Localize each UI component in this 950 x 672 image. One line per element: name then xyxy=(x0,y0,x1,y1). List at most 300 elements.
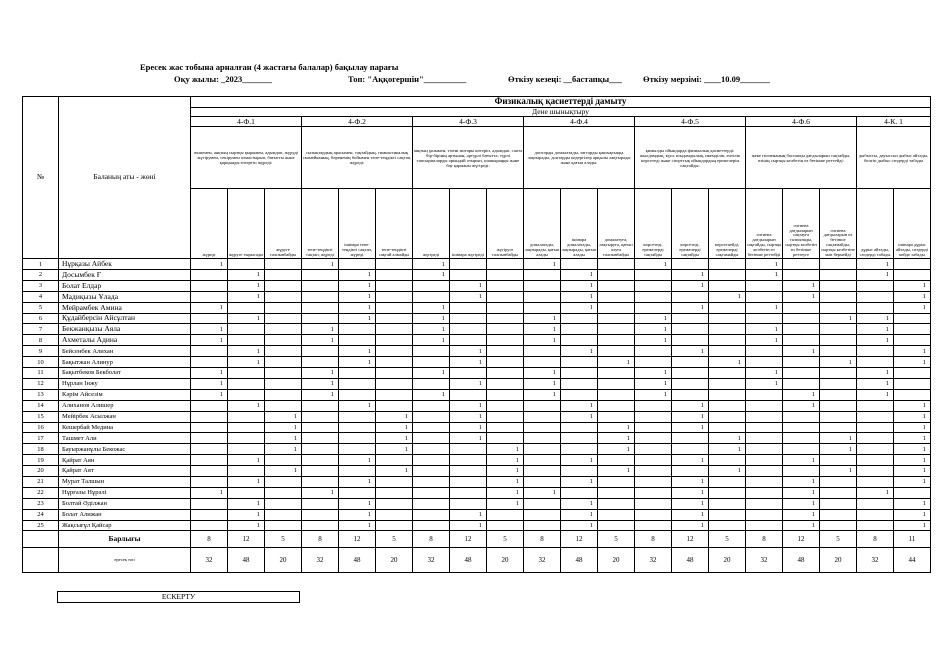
mark-cell xyxy=(561,466,598,477)
row-number: 10 xyxy=(23,357,59,368)
mark-cell xyxy=(228,422,265,433)
mark-cell xyxy=(672,433,709,444)
mark-cell xyxy=(228,302,265,313)
mark-cell: 1 xyxy=(561,270,598,281)
mark-cell: 1 xyxy=(746,378,783,389)
row-number: 24 xyxy=(23,509,59,520)
mark-cell xyxy=(709,280,746,291)
criterion-label: тепе-теңдікті сақтап, жүреді xyxy=(302,189,339,259)
mark-cell xyxy=(302,444,339,455)
mark-cell: 1 xyxy=(672,520,709,531)
mark-cell xyxy=(709,270,746,281)
table-row xyxy=(23,302,931,313)
criterion-label: жүреді xyxy=(191,189,228,259)
subsection-title: Дене шынықтыру xyxy=(191,107,931,116)
mark-cell xyxy=(857,520,894,531)
mark-cell xyxy=(339,487,376,498)
criterion-label: ішінара тепе-теңдікті сақтап, жүреді xyxy=(339,189,376,259)
total-cell: 5 xyxy=(487,531,524,548)
mark-cell: 1 xyxy=(339,509,376,520)
mark-cell xyxy=(672,466,709,477)
mark-cell xyxy=(376,476,413,487)
mark-cell xyxy=(413,346,450,357)
mark-cell xyxy=(635,476,672,487)
mark-cell: 1 xyxy=(894,411,931,422)
mark-cell xyxy=(487,433,524,444)
mark-cell xyxy=(376,400,413,411)
mark-cell: 1 xyxy=(672,509,709,520)
student-name: Бақытбеков Бекболат xyxy=(59,368,191,379)
mark-cell xyxy=(413,509,450,520)
table-row xyxy=(23,291,931,302)
name-header: Баланың аты - жөні xyxy=(59,97,191,259)
mark-cell xyxy=(561,357,598,368)
mark-cell xyxy=(413,280,450,291)
mark-cell xyxy=(635,487,672,498)
mark-cell xyxy=(524,455,561,466)
total-cell: 8 xyxy=(857,531,894,548)
mark-cell xyxy=(191,466,228,477)
total-cell: 5 xyxy=(820,531,857,548)
mark-cell: 1 xyxy=(561,520,598,531)
mark-cell xyxy=(746,291,783,302)
mark-cell xyxy=(302,291,339,302)
mark-cell: 1 xyxy=(376,411,413,422)
mark-cell: 1 xyxy=(191,302,228,313)
mark-cell xyxy=(894,378,931,389)
no-header: № xyxy=(23,97,59,259)
mark-cell xyxy=(191,357,228,368)
student-name: Кешербай Медина xyxy=(59,422,191,433)
mark-cell xyxy=(228,368,265,379)
mark-cell xyxy=(709,313,746,324)
mark-cell: 1 xyxy=(302,378,339,389)
mark-cell xyxy=(376,389,413,400)
mark-cell: 1 xyxy=(339,313,376,324)
total-cell: 5 xyxy=(598,531,635,548)
mark-cell xyxy=(524,291,561,302)
table-row xyxy=(23,389,931,400)
percent-cell: 48 xyxy=(783,548,820,573)
student-rows xyxy=(23,259,931,531)
mark-cell xyxy=(524,444,561,455)
table-row xyxy=(23,400,931,411)
mark-cell xyxy=(894,324,931,335)
mark-cell: 1 xyxy=(820,433,857,444)
mark-cell xyxy=(413,444,450,455)
mark-cell xyxy=(265,302,302,313)
mark-cell xyxy=(598,411,635,422)
mark-cell: 1 xyxy=(561,476,598,487)
mark-cell xyxy=(635,455,672,466)
mark-cell xyxy=(709,487,746,498)
mark-cell xyxy=(598,270,635,281)
mark-cell xyxy=(450,259,487,270)
mark-cell xyxy=(894,368,931,379)
mark-cell: 1 xyxy=(783,389,820,400)
mark-cell xyxy=(302,280,339,291)
mark-cell xyxy=(783,313,820,324)
mark-cell xyxy=(450,324,487,335)
mark-cell xyxy=(746,520,783,531)
row-number: 19 xyxy=(23,455,59,466)
mark-cell: 1 xyxy=(783,346,820,357)
mark-cell xyxy=(339,422,376,433)
mark-cell xyxy=(783,259,820,270)
mark-cell xyxy=(376,520,413,531)
mark-cell xyxy=(228,411,265,422)
mark-cell xyxy=(450,444,487,455)
table-row xyxy=(23,324,931,335)
table-row xyxy=(23,280,931,291)
mark-cell xyxy=(746,357,783,368)
percent-cell: 48 xyxy=(339,548,376,573)
mark-cell xyxy=(302,411,339,422)
mark-cell xyxy=(672,357,709,368)
total-cell: 12 xyxy=(228,531,265,548)
mark-cell xyxy=(894,313,931,324)
mark-cell: 1 xyxy=(524,259,561,270)
table-row xyxy=(23,313,931,324)
mark-cell: 1 xyxy=(524,378,561,389)
mark-cell xyxy=(524,357,561,368)
mark-cell xyxy=(376,498,413,509)
mark-cell: 1 xyxy=(376,422,413,433)
table-row xyxy=(23,270,931,281)
mark-cell: 1 xyxy=(191,378,228,389)
mark-cell: 1 xyxy=(302,368,339,379)
group-code: 4-Ф.4 xyxy=(524,117,635,127)
mark-cell xyxy=(302,520,339,531)
mark-cell: 1 xyxy=(450,357,487,368)
student-name: Нұрқазы Айбек xyxy=(59,259,191,270)
mark-cell xyxy=(339,444,376,455)
mark-cell xyxy=(487,389,524,400)
mark-cell: 1 xyxy=(228,313,265,324)
mark-cell xyxy=(265,313,302,324)
mark-cell xyxy=(487,368,524,379)
mark-cell xyxy=(820,368,857,379)
mark-cell xyxy=(228,335,265,346)
mark-cell xyxy=(857,280,894,291)
mark-cell xyxy=(598,291,635,302)
mark-cell xyxy=(635,444,672,455)
mark-cell: 1 xyxy=(746,368,783,379)
mark-cell: 1 xyxy=(857,378,894,389)
mark-cell xyxy=(487,378,524,389)
mark-cell xyxy=(524,422,561,433)
row-number: 7 xyxy=(23,324,59,335)
mark-cell xyxy=(820,400,857,411)
group-description: сызықтардың арасымен, тақтайдың, гимнастикалық скамейканың, бөрененің бойымен тепе-теңдікті сақтап, жүреді: xyxy=(302,127,413,189)
mark-cell xyxy=(191,444,228,455)
criterion-label: гигиена дағдыларын өз бетінше сақтамайды, сыртқы келбетіне мән бермейді xyxy=(820,189,857,259)
mark-cell xyxy=(339,433,376,444)
mark-cell xyxy=(450,466,487,477)
mark-cell xyxy=(450,455,487,466)
mark-cell xyxy=(598,476,635,487)
mark-cell xyxy=(302,422,339,433)
mark-cell: 1 xyxy=(820,466,857,477)
mark-cell: 1 xyxy=(894,498,931,509)
mark-cell: 1 xyxy=(339,455,376,466)
mark-cell xyxy=(709,455,746,466)
mark-cell xyxy=(228,466,265,477)
table-row xyxy=(23,520,931,531)
mark-cell: 1 xyxy=(191,335,228,346)
mark-cell xyxy=(783,302,820,313)
mark-cell xyxy=(598,487,635,498)
mark-cell xyxy=(820,520,857,531)
mark-cell: 1 xyxy=(376,466,413,477)
mark-cell: 1 xyxy=(487,487,524,498)
mark-cell: 1 xyxy=(228,476,265,487)
mark-cell xyxy=(339,259,376,270)
mark-cell xyxy=(746,411,783,422)
group-label: Топ: "Аққогершін"__________ xyxy=(348,74,467,84)
student-name: Бауыржанұлы Бекожас xyxy=(59,444,191,455)
mark-cell xyxy=(524,466,561,477)
mark-cell xyxy=(228,378,265,389)
mark-cell: 1 xyxy=(302,259,339,270)
mark-cell xyxy=(709,346,746,357)
mark-cell xyxy=(820,259,857,270)
mark-cell: 1 xyxy=(635,259,672,270)
student-name: Ахметалы Адина xyxy=(59,335,191,346)
student-name: Жақсығұл Қайсар xyxy=(59,520,191,531)
mark-cell xyxy=(820,509,857,520)
mark-cell xyxy=(894,259,931,270)
criterion-label: ішінара дұрыс айтады, сөздерді кейде табады xyxy=(894,189,931,259)
mark-cell xyxy=(598,378,635,389)
mark-cell: 1 xyxy=(746,259,783,270)
mark-cell xyxy=(265,280,302,291)
mark-cell xyxy=(672,368,709,379)
mark-cell xyxy=(820,270,857,281)
mark-cell xyxy=(302,313,339,324)
mark-cell xyxy=(376,313,413,324)
mark-cell xyxy=(450,476,487,487)
mark-cell: 1 xyxy=(191,389,228,400)
mark-cell: 1 xyxy=(228,291,265,302)
mark-cell: 1 xyxy=(857,270,894,281)
mark-cell xyxy=(820,455,857,466)
mark-cell xyxy=(709,498,746,509)
mark-cell: 1 xyxy=(302,389,339,400)
mark-cell xyxy=(598,280,635,291)
mark-cell xyxy=(376,357,413,368)
total-cell: 5 xyxy=(709,531,746,548)
mark-cell xyxy=(228,324,265,335)
mark-cell: 1 xyxy=(413,270,450,281)
mark-cell xyxy=(709,411,746,422)
mark-cell xyxy=(450,389,487,400)
mark-cell xyxy=(413,520,450,531)
sheet-title: Ересек жас тобына арналған (4 жастағы балалар) бақылау парағы xyxy=(140,62,399,72)
mark-cell xyxy=(413,411,450,422)
mark-cell: 1 xyxy=(487,466,524,477)
mark-cell: 1 xyxy=(561,455,598,466)
mark-cell xyxy=(413,422,450,433)
row-number: 5 xyxy=(23,302,59,313)
mark-cell: 1 xyxy=(561,346,598,357)
mark-cell xyxy=(524,400,561,411)
mark-cell xyxy=(228,444,265,455)
mark-cell xyxy=(857,291,894,302)
mark-cell xyxy=(598,313,635,324)
mark-cell xyxy=(820,291,857,302)
mark-cell xyxy=(672,291,709,302)
mark-cell xyxy=(820,487,857,498)
criterion-label: жүруге талпынбайды xyxy=(265,189,302,259)
mark-cell xyxy=(857,346,894,357)
criterion-label: жүгіруге талпынбайды xyxy=(487,189,524,259)
group-code: 4-Ф.6 xyxy=(746,117,857,127)
mark-cell: 1 xyxy=(894,476,931,487)
mark-cell xyxy=(413,357,450,368)
mark-cell xyxy=(376,368,413,379)
total-cell: 5 xyxy=(265,531,302,548)
row-number: 22 xyxy=(23,487,59,498)
mark-cell xyxy=(598,400,635,411)
mark-cell xyxy=(376,324,413,335)
student-name: Қайрат Аят xyxy=(59,466,191,477)
total-cell: 8 xyxy=(635,531,672,548)
mark-cell xyxy=(561,324,598,335)
percent-cell: 32 xyxy=(191,548,228,573)
mark-cell xyxy=(487,270,524,281)
mark-cell xyxy=(561,433,598,444)
total-cell: 12 xyxy=(672,531,709,548)
mark-cell xyxy=(746,389,783,400)
percent-cell: 48 xyxy=(228,548,265,573)
row-number: 13 xyxy=(23,389,59,400)
total-cell: 8 xyxy=(302,531,339,548)
mark-cell: 1 xyxy=(228,400,265,411)
criterion-label: домалатады, лақтырады, қағып алады xyxy=(524,189,561,259)
mark-cell xyxy=(857,400,894,411)
mark-cell: 1 xyxy=(672,422,709,433)
mark-cell: 1 xyxy=(561,291,598,302)
mark-cell xyxy=(191,400,228,411)
table-row xyxy=(23,259,931,270)
mark-cell: 1 xyxy=(487,455,524,466)
row-number: 16 xyxy=(23,422,59,433)
mark-cell xyxy=(413,498,450,509)
mark-cell xyxy=(524,302,561,313)
mark-cell: 1 xyxy=(672,400,709,411)
mark-cell: 1 xyxy=(783,291,820,302)
row-number: 12 xyxy=(23,378,59,389)
mark-cell xyxy=(635,357,672,368)
mark-cell xyxy=(487,324,524,335)
percent-cell: 20 xyxy=(598,548,635,573)
mark-cell xyxy=(746,400,783,411)
mark-cell xyxy=(191,422,228,433)
mark-cell xyxy=(672,335,709,346)
mark-cell: 1 xyxy=(228,509,265,520)
mark-cell xyxy=(376,487,413,498)
deadline-label: Өткізу мерзімі: ____10.09_______ xyxy=(643,74,770,84)
table-row xyxy=(23,433,931,444)
mark-cell xyxy=(820,378,857,389)
mark-cell xyxy=(672,313,709,324)
mark-cell xyxy=(302,346,339,357)
mark-cell xyxy=(524,280,561,291)
percent-cell: 48 xyxy=(561,548,598,573)
mark-cell: 1 xyxy=(894,444,931,455)
mark-cell: 1 xyxy=(783,476,820,487)
mark-cell xyxy=(598,520,635,531)
mark-cell: 1 xyxy=(672,346,709,357)
criterion-label: ішінара жүгіреді xyxy=(450,189,487,259)
mark-cell xyxy=(746,422,783,433)
mark-cell xyxy=(265,291,302,302)
percent-cell: 44 xyxy=(894,548,931,573)
mark-cell xyxy=(820,280,857,291)
mark-cell xyxy=(339,324,376,335)
table-row xyxy=(23,378,931,389)
mark-cell: 1 xyxy=(413,389,450,400)
mark-cell xyxy=(376,259,413,270)
percent-cell: 48 xyxy=(450,548,487,573)
percent-row xyxy=(23,548,931,573)
mark-cell xyxy=(709,368,746,379)
year-label: Оқу жылы: _2023_______ xyxy=(174,74,273,84)
mark-cell: 1 xyxy=(487,444,524,455)
mark-cell xyxy=(265,346,302,357)
mark-cell: 1 xyxy=(524,368,561,379)
mark-cell xyxy=(376,378,413,389)
mark-cell xyxy=(302,270,339,281)
mark-cell xyxy=(709,324,746,335)
mark-cell xyxy=(487,509,524,520)
mark-cell: 1 xyxy=(783,280,820,291)
mark-cell xyxy=(820,302,857,313)
mark-cell xyxy=(709,520,746,531)
mark-cell: 1 xyxy=(635,389,672,400)
mark-cell: 1 xyxy=(783,498,820,509)
section-title: Физикалық қасиеттерді дамыту xyxy=(191,97,931,108)
percent-cell: 32 xyxy=(635,548,672,573)
percent-cell: 20 xyxy=(820,548,857,573)
mark-cell: 1 xyxy=(783,487,820,498)
percent-cell: 32 xyxy=(524,548,561,573)
mark-cell xyxy=(413,487,450,498)
mark-cell: 1 xyxy=(302,335,339,346)
table-row xyxy=(23,466,931,477)
mark-cell xyxy=(376,509,413,520)
mark-cell xyxy=(598,389,635,400)
mark-cell: 1 xyxy=(450,400,487,411)
mark-cell xyxy=(413,400,450,411)
mark-cell xyxy=(228,259,265,270)
group-code: 4-Ф.5 xyxy=(635,117,746,127)
group-code: 4-Ф.1 xyxy=(191,117,302,127)
mark-cell xyxy=(524,270,561,281)
student-name: Қайрат Аян xyxy=(59,455,191,466)
mark-cell xyxy=(302,498,339,509)
row-number: 23 xyxy=(23,498,59,509)
row-number: 4 xyxy=(23,291,59,302)
mark-cell xyxy=(191,411,228,422)
mark-cell: 1 xyxy=(672,487,709,498)
mark-cell: 1 xyxy=(265,466,302,477)
mark-cell xyxy=(635,302,672,313)
mark-cell xyxy=(339,335,376,346)
mark-cell xyxy=(524,411,561,422)
mark-cell: 1 xyxy=(635,324,672,335)
